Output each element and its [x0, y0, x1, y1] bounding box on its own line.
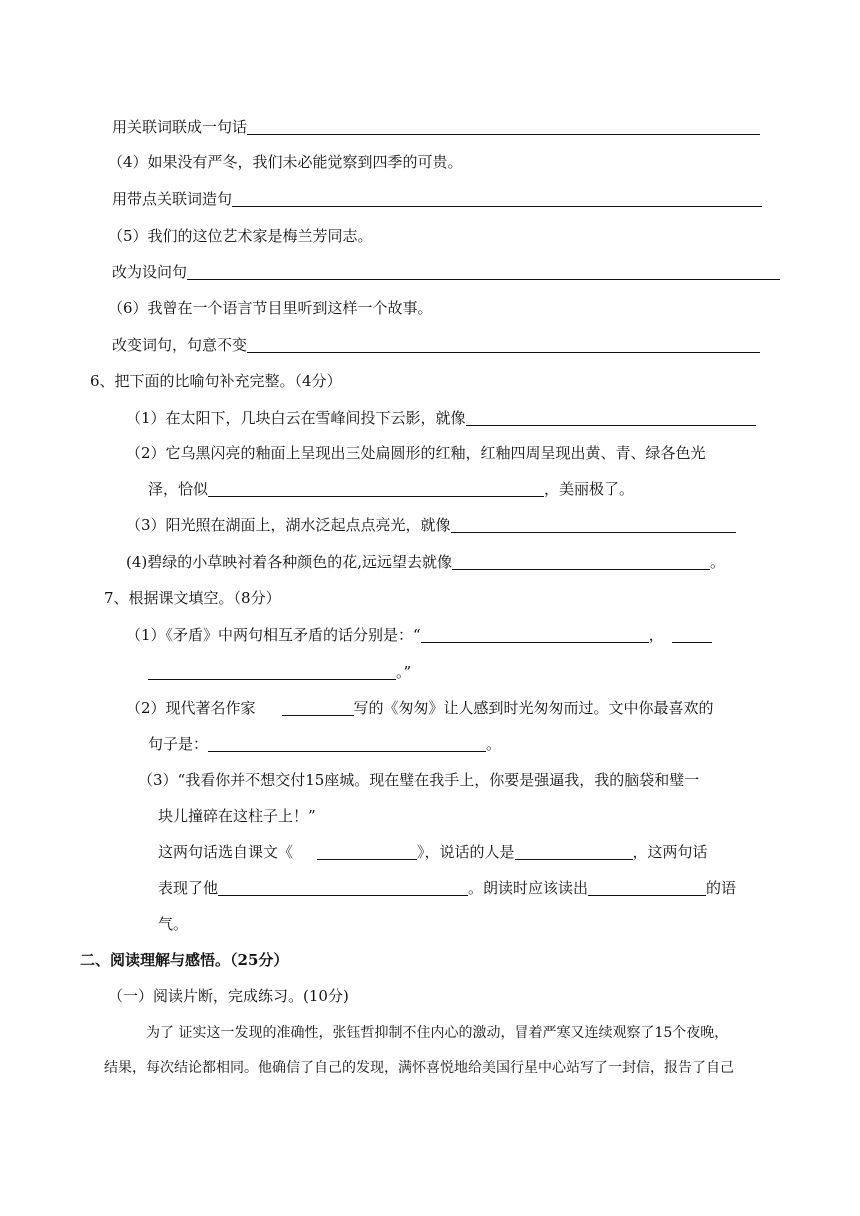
question-7-item-1 — [126, 625, 712, 645]
question-7-item-3 — [138, 770, 699, 790]
question-text: 的语 — [706, 879, 737, 897]
answer-blank[interactable] — [452, 554, 710, 570]
instruction-text: 改为设问句 — [112, 263, 188, 281]
question-text: （6）我曾在一个语言节目里听到这样一个故事。 — [108, 299, 433, 317]
question-7-item-2 — [126, 698, 714, 718]
reading-paragraph-line-1 — [146, 1023, 728, 1043]
question-heading: 7、根据课文填空。（8分） — [104, 589, 281, 607]
paragraph-text: 为了 证实这一发现的准确性，张钰哲抑制不住内心的激动，冒着严寒又连续观察了15个夜晚， — [146, 1025, 729, 1041]
question-7-item-3-end — [158, 914, 188, 934]
question-6-item-2 — [126, 443, 706, 463]
question-text: 写的《匆匆》让人感到时光匆匆而过。文中你最喜欢的 — [353, 699, 714, 717]
reading-paragraph-line-2 — [104, 1058, 734, 1078]
question-7-item-3-express — [158, 878, 736, 898]
instruction-text: 用关联词联成一句话 — [112, 118, 248, 136]
section-2-title — [80, 950, 288, 970]
question-text: （3）“我看你并不想交付15座城。现在璧在我手上，你要是强逼我，我的脑袋和璧一 — [138, 771, 700, 789]
question-text: （1）在太阳下，几块白云在雪峰间投下云影，就像 — [126, 409, 466, 427]
question-text: ，美丽极了。 — [544, 480, 635, 498]
question-6-item-2-cont — [148, 479, 634, 499]
question-7-title — [104, 588, 281, 608]
answer-blank[interactable] — [515, 844, 633, 860]
answer-blank[interactable] — [148, 664, 396, 680]
rewrite-line-3 — [112, 262, 780, 282]
answer-blank[interactable] — [451, 517, 736, 533]
question-text: 。” — [396, 663, 412, 681]
answer-blank[interactable] — [282, 700, 354, 716]
answer-blank[interactable] — [317, 844, 417, 860]
question-text: 表现了他 — [158, 879, 219, 897]
answer-blank[interactable] — [247, 337, 760, 353]
instruction-text: 用带点关联词造句 — [112, 190, 233, 208]
question-item-5 — [108, 226, 373, 246]
question-text: 气。 — [158, 915, 189, 933]
question-text: ，这两句话 — [632, 843, 708, 861]
question-item-4 — [108, 152, 463, 172]
question-text: 块儿撞碎在这柱子上！” — [158, 807, 316, 825]
question-text: （2）现代著名作家 — [126, 699, 256, 717]
question-text: 泽，恰似 — [148, 480, 209, 498]
answer-blank[interactable] — [187, 264, 780, 280]
question-6-item-4 — [126, 552, 725, 572]
rewrite-line-2 — [112, 189, 762, 209]
question-7-item-1-cont — [148, 662, 411, 682]
question-text: ， — [648, 626, 664, 644]
question-text: （1）《矛盾》中两句相互矛盾的话分别是：“ — [126, 626, 421, 644]
answer-blank[interactable] — [208, 481, 544, 497]
question-text: 。 — [710, 553, 726, 571]
question-6-item-1 — [126, 408, 756, 428]
question-text: （3）阳光照在湖面上，湖水泛起点点亮光，就像 — [126, 516, 451, 534]
answer-blank[interactable] — [421, 627, 649, 643]
answer-blank[interactable] — [232, 191, 762, 207]
subsection-heading: （一）阅读片断，完成练习。(10分) — [108, 987, 349, 1005]
instruction-text: 改变词句，句意不变 — [112, 336, 248, 354]
question-7-item-3-cont — [158, 806, 316, 826]
rewrite-line-4 — [112, 335, 760, 355]
question-text: 这两句话选自课文《 — [158, 843, 294, 861]
question-text: 。朗读时应该读出 — [468, 879, 589, 897]
answer-blank[interactable] — [218, 880, 468, 896]
question-7-item-2-cont — [148, 734, 501, 754]
section-2-subtitle — [108, 986, 349, 1006]
question-7-item-3-source — [158, 842, 708, 862]
question-6-title — [90, 371, 342, 391]
question-item-6 — [108, 298, 433, 318]
question-text: 》，说话的人是 — [417, 843, 515, 861]
answer-blank[interactable] — [466, 410, 756, 426]
section-heading: 二、阅读理解与感悟。（25分） — [80, 951, 289, 969]
question-text: （2）它乌黑闪亮的釉面上呈现出三处扁圆形的红釉，红釉四周呈现出黄、青、绿各色光 — [126, 444, 706, 462]
rewrite-line-1 — [112, 117, 760, 137]
answer-blank[interactable] — [588, 880, 706, 896]
question-text: 句子是： — [148, 735, 209, 753]
paragraph-text: 结果，每次结论都相同。他确信了自己的发现，满怀喜悦地给美国行星中心站写了一封信，报告了自己 — [104, 1060, 734, 1076]
question-text: （5）我们的这位艺术家是梅兰芳同志。 — [108, 227, 373, 245]
question-6-item-3 — [126, 515, 736, 535]
answer-blank[interactable] — [247, 119, 760, 135]
question-text: 。 — [486, 735, 502, 753]
question-text: （4）如果没有严冬，我们未必能觉察到四季的可贵。 — [108, 153, 463, 171]
answer-blank[interactable] — [208, 736, 486, 752]
answer-blank[interactable] — [672, 627, 712, 643]
question-heading: 6、把下面的比喻句补充完整。（4分） — [90, 372, 342, 390]
question-text: (4)碧绿的小草映衬着各种颜色的花,远远望去就像 — [126, 553, 453, 571]
